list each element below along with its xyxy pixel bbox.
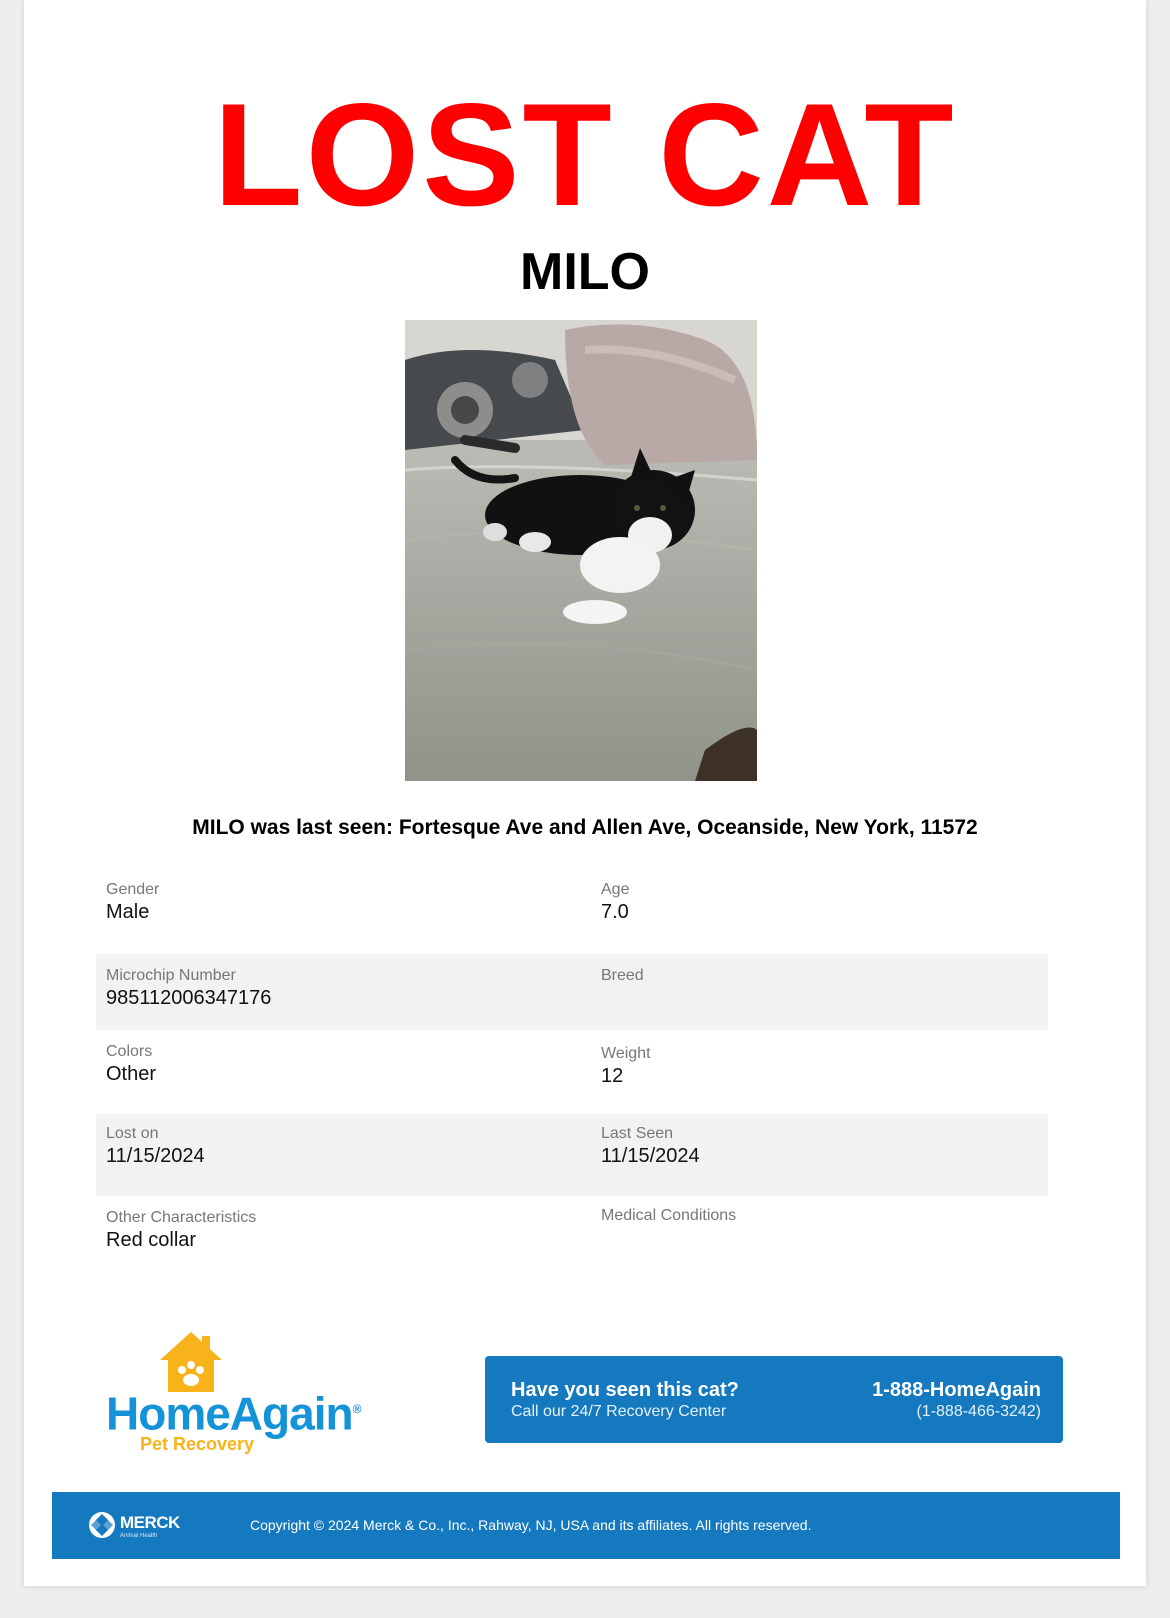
details-row (96, 1196, 1048, 1276)
details-row (96, 870, 1048, 954)
medical-conditions-field (591, 1196, 1048, 1276)
other-characteristics-label: Other Characteristics (106, 1209, 257, 1226)
colors-label: Colors (106, 1043, 153, 1060)
pet-name: MILO (520, 243, 650, 301)
logo-name: HomeAgain (106, 1387, 353, 1440)
merck-brand: MERCK (120, 1513, 180, 1532)
merck-tagline: Animal Health (120, 1533, 158, 1539)
headline: LOST CAT (213, 73, 957, 236)
microchip-label: Microchip Number (106, 967, 236, 984)
recovery-center-banner (485, 1356, 1063, 1443)
breed-field (591, 954, 1048, 1030)
weight-field (591, 1030, 1048, 1114)
details-row (96, 1030, 1048, 1114)
microchip-value: 985112006347176 (106, 987, 272, 1009)
footer-bar (52, 1492, 1120, 1559)
poster-sheet (24, 0, 1146, 1586)
colors-value: Other (106, 1063, 157, 1085)
other-characteristics-value: Red collar (106, 1229, 197, 1251)
breed-label: Breed (601, 967, 644, 984)
last-seen-date-value: 11/15/2024 (601, 1145, 700, 1167)
gender-field (96, 870, 591, 954)
gender-value: Male (106, 901, 150, 923)
last-seen-date-label: Last Seen (601, 1125, 674, 1142)
age-field (591, 870, 1048, 954)
copyright-text: Copyright © 2024 Merck & Co., Inc., Rahway, NJ, USA and its affiliates. All rights reserved. (250, 1517, 812, 1533)
phone-name[interactable]: 1-888-HomeAgain (872, 1379, 1041, 1401)
cta-subtitle: Call our 24/7 Recovery Center (511, 1403, 727, 1420)
last-seen-date-field (591, 1114, 1048, 1196)
details-row (96, 954, 1048, 1030)
homeagain-logo (106, 1330, 366, 1455)
weight-label: Weight (601, 1045, 651, 1062)
other-characteristics-field (96, 1196, 591, 1276)
gender-label: Gender (106, 881, 160, 898)
details-row (96, 1114, 1048, 1196)
age-label: Age (601, 881, 630, 898)
logo-registered: ® (352, 1402, 361, 1416)
age-value: 7.0 (601, 901, 629, 923)
lost-on-value: 11/15/2024 (106, 1145, 205, 1167)
logo-subtitle: Pet Recovery (140, 1434, 255, 1454)
medical-conditions-label: Medical Conditions (601, 1207, 737, 1224)
cat-photo (405, 320, 757, 781)
last-seen-location: MILO was last seen: Fortesque Ave and Allen Ave, Oceanside, New York, 11572 (192, 816, 978, 839)
phone-number[interactable]: (1-888-466-3242) (916, 1403, 1041, 1420)
lost-on-label: Lost on (106, 1125, 159, 1142)
merck-mark-icon (88, 1511, 116, 1539)
lost-on-field (96, 1114, 591, 1196)
colors-field (96, 1030, 591, 1114)
pet-details-table (96, 870, 1048, 1276)
cta-title: Have you seen this cat? (511, 1379, 739, 1401)
weight-value: 12 (601, 1065, 624, 1087)
merck-logo (88, 1511, 188, 1543)
microchip-field (96, 954, 591, 1030)
